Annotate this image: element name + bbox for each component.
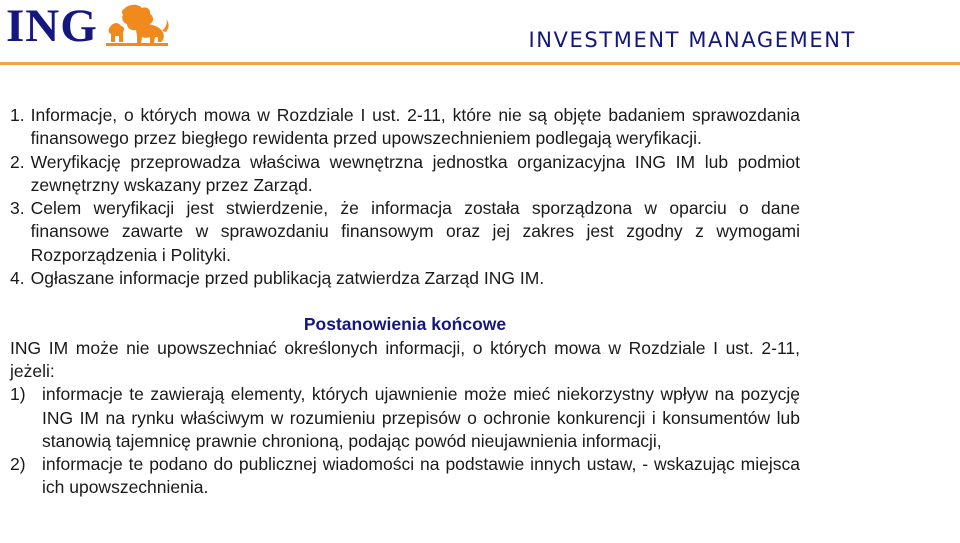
list-item-text: Ogłaszane informacje przed publikacją zatwierdza Zarząd ING IM.	[30, 268, 545, 289]
list-item-number: 4.	[10, 268, 25, 289]
section-intro: ING IM może nie upowszechniać określonych informacji, o których mowa w Rozdziale I ust. 2-11, jeżeli:	[10, 337, 800, 381]
list-item-number: 2.	[10, 151, 25, 172]
list-item-text: Celem weryfikacji jest stwierdzenie, że informacja została sporządzona w oparciu o dane finansowe zawarte w sprawozdaniu finansowym oraz jej zakres jest zgodny z wymogami Rozporządzenia i Polityki.	[30, 198, 800, 265]
list-item-number: 1.	[10, 105, 25, 125]
list-item	[10, 104, 800, 151]
document-body	[10, 104, 800, 500]
list-item-text: Weryfikację przeprowadza właściwa wewnętrzna jednostka organizacyjna ING IM lub podmiot zewnętrzny wskazany przez Zarząd.	[30, 151, 800, 195]
list-item-number: 1)	[10, 384, 26, 405]
ing-logo-text: ING	[6, 0, 98, 52]
list-item	[10, 267, 800, 290]
header	[0, 0, 960, 60]
section-heading: Postanowienia końcowe	[303, 314, 507, 335]
tagline: INVESTMENT MANAGEMENT	[528, 28, 856, 52]
list-item-text: informacje te zawierają elementy, których ujawnienie może mieć niekorzystny wpływ na pozycję ING IM na rynku właściwym w rozumieniu przepisów o ochronie konkurencji i konsumentów lub stanowią tajemnicę prawnie chronioną, podając powód nieujawnienia informacji,	[42, 384, 800, 451]
list-item	[10, 151, 800, 198]
list-item-text: informacje te podano do publicznej wiadomości na podstawie innych ustaw, - wskazując miejsca ich upowszechnienia.	[42, 454, 800, 498]
list-item	[10, 453, 800, 500]
list-item-text: Informacje, o których mowa w Rozdziale I ust. 2-11, które nie są objęte badaniem sprawozdania finansowego przez biegłego rewidenta przed upowszechnieniem podlegają weryfikacji.	[30, 105, 800, 149]
header-divider	[0, 62, 960, 65]
list-item	[10, 383, 800, 453]
lion-icon	[104, 3, 170, 47]
list-item-number: 2)	[10, 454, 26, 475]
list-item	[10, 197, 800, 267]
list-item-number: 3.	[10, 198, 25, 219]
